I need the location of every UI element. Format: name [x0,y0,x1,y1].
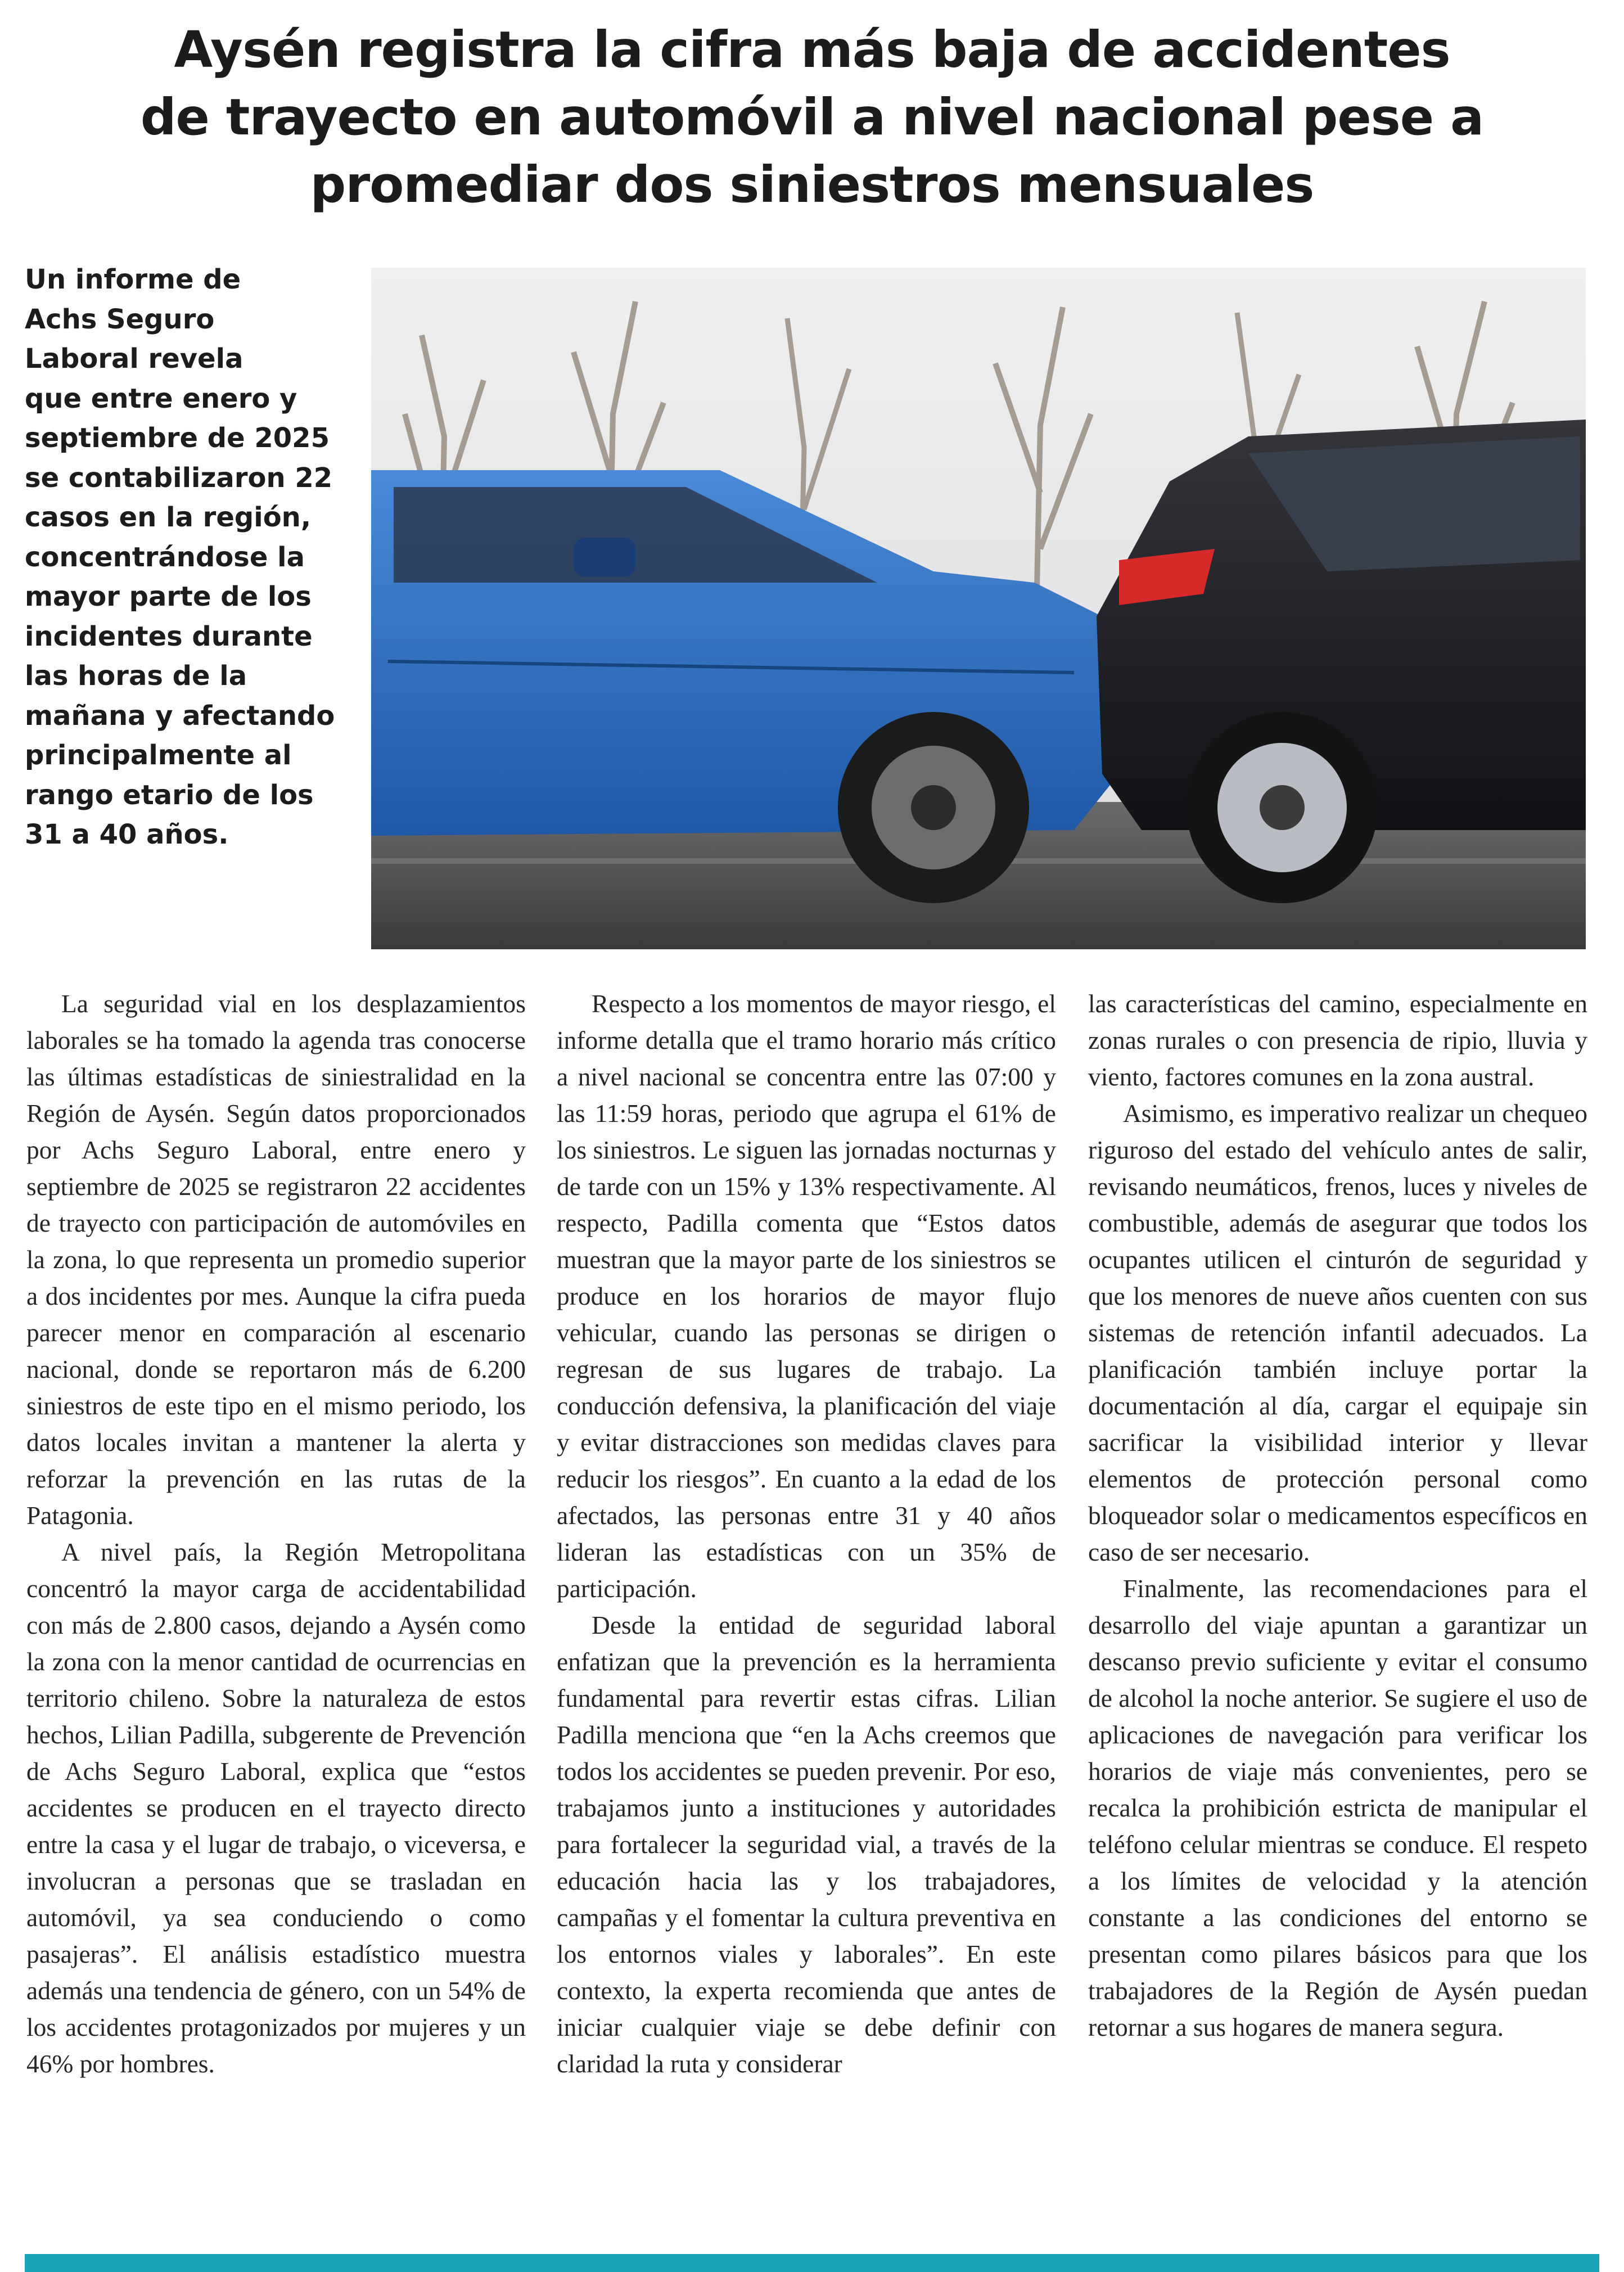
body-paragraph: La seguridad vial en los desplazamientos laborales se ha tomado la agenda tras conocerse las últimas estadísticas de siniestralidad en la Región de Aysén. Según datos proporcionados por Achs Seguro Laboral, entre enero y septiembre de 2025 se registraron 22 accidentes de trayecto con participación de automóviles en la zona, lo que representa un promedio superior a dos incidentes por mes. Aunque la cifra pueda parecer menor en comparación al escenario nacional, donde se reportaron más de 6.200 siniestros de este tipo en el mismo periodo, los datos locales invitan a mantener la alerta y reforzar la prevención en las rutas de la Patagonia. [26,989,526,1530]
summary-line: principalmente al [25,740,292,771]
headline-line: Aysén registra la cifra más baja de accidentes [174,20,1450,79]
summary-line: septiembre de 2025 [25,422,330,454]
summary-line: Laboral revela [25,343,243,375]
bottom-accent-bar [25,2254,1599,2272]
summary-line: concentrándose la [25,541,305,573]
summary-line: 31 a 40 años. [25,819,229,850]
summary-line: casos en la región, [25,502,312,533]
body-paragraph: Finalmente, las recomendaciones para el desarrollo del viaje apuntan a garantizar un descanso previo suficiente y evitar el consumo de alcohol la noche anterior. Se sugiere el uso de aplicaciones de navegación para verificar los horarios de viaje más convenientes, pero se recalca la prohibición estricta de manipular el teléfono celular mientras se conduce. El respeto a los límites de velocidad y la atención constante a las condiciones del entorno se presentan como pilares básicos para que los trabajadores de la Región de Aysén puedan retornar a sus hogares de manera segura. [1088,1574,1587,2041]
car-collision-illustration [371,268,1586,949]
headline-line: promediar dos siniestros mensuales [310,155,1314,214]
summary-line: se contabilizaron 22 [25,462,333,494]
body-paragraph: A nivel país, la Región Metropolitana concentró la mayor carga de accidentabilidad con más de 2.800 casos, dejando a Aysén como la zona con la menor cantidad de ocurrencias en territorio chileno. Sobre la naturaleza de estos hechos, Lilian Padilla, subgerente de Prevención de Achs Seguro Laboral, explica que “estos accidentes se producen en el trayecto directo entre la casa y el lugar de trabajo, o viceversa, e involucran a personas que se trasladan en automóvil, ya sea conduciendo o como pasajeras”. El análisis estadístico muestra además una tendencia de género, con un 54% de los accidentes protagonizados por mujeres y un 46% por hombres. [26,1538,526,2078]
summary-line: las horas de la [25,660,247,692]
summary-line: incidentes durante [25,620,313,652]
summary-line: mañana y afectando [25,700,335,732]
summary-line: mayor parte de los [25,581,312,612]
article-column-2 [557,985,1056,2082]
summary-line: que entre enero y [25,382,297,414]
summary-line: Achs Seguro [25,303,215,335]
article-column-3 [1088,985,1587,2045]
body-paragraph: Asimismo, es imperativo realizar un chequeo riguroso del estado del vehículo antes de salir, revisando neumáticos, frenos, luces y niveles de combustible, además de asegurar que todos los ocupantes utilicen el cinturón de seguridad y que los menores de nueve años cuenten con sus sistemas de retención infantil adecuados. La planificación también incluye portar la documentación al día, cargar el equipaje sin sacrificar la visibilidad interior y llevar elementos de protección personal como bloqueador solar o medicamentos específicos en caso de ser necesario. [1088,1099,1587,1566]
body-paragraph: las características del camino, especialmente en zonas rurales o con presencia de ripio, lluvia y viento, factores comunes en la zona austral. [1088,989,1587,1091]
body-paragraph: Desde la entidad de seguridad laboral enfatizan que la prevención es la herramienta fundamental para revertir estas cifras. Lilian Padilla menciona que “en la Achs creemos que todos los accidentes se pueden prevenir. Por eso, trabajamos junto a instituciones y autoridades para fortalecer la seguridad vial, a través de la educación hacia las y los trabajadores, campañas y el fomentar la cultura preventiva en los entornos viales y laborales”. En este contexto, la experta recomienda que antes de iniciar cualquier viaje se debe definir con claridad la ruta y considerar [557,1611,1056,2078]
car-collision-photo [371,268,1586,949]
headline [45,16,1579,218]
headline-line: de trayecto en automóvil a nivel nacional pese a [140,88,1484,146]
article-column-1 [26,985,526,2082]
summary-line: rango etario de los [25,779,314,811]
summary-line: Un informe de [25,264,241,295]
body-paragraph: Respecto a los momentos de mayor riesgo, el informe detalla que el tramo horario más crítico a nivel nacional se concentra entre las 07:00 y las 11:59 horas, periodo que agrupa el 61% de los siniestros. Le siguen las jornadas nocturnas y de tarde con un 15% y 13% respectivamente. Al respecto, Padilla comenta que “Estos datos muestran que la mayor parte de los siniestros se produce en los horarios de mayor flujo vehicular, cuando las personas se dirigen o regresan de sus lugares de trabajo. La conducción defensiva, la planificación del viaje y evitar distracciones son medidas claves para reducir los riesgos”. En cuanto a la edad de los afectados, las personas entre 31 y 40 años lideran las estadísticas con un 35% de participación. [557,989,1056,1603]
summary-lead [25,260,362,855]
